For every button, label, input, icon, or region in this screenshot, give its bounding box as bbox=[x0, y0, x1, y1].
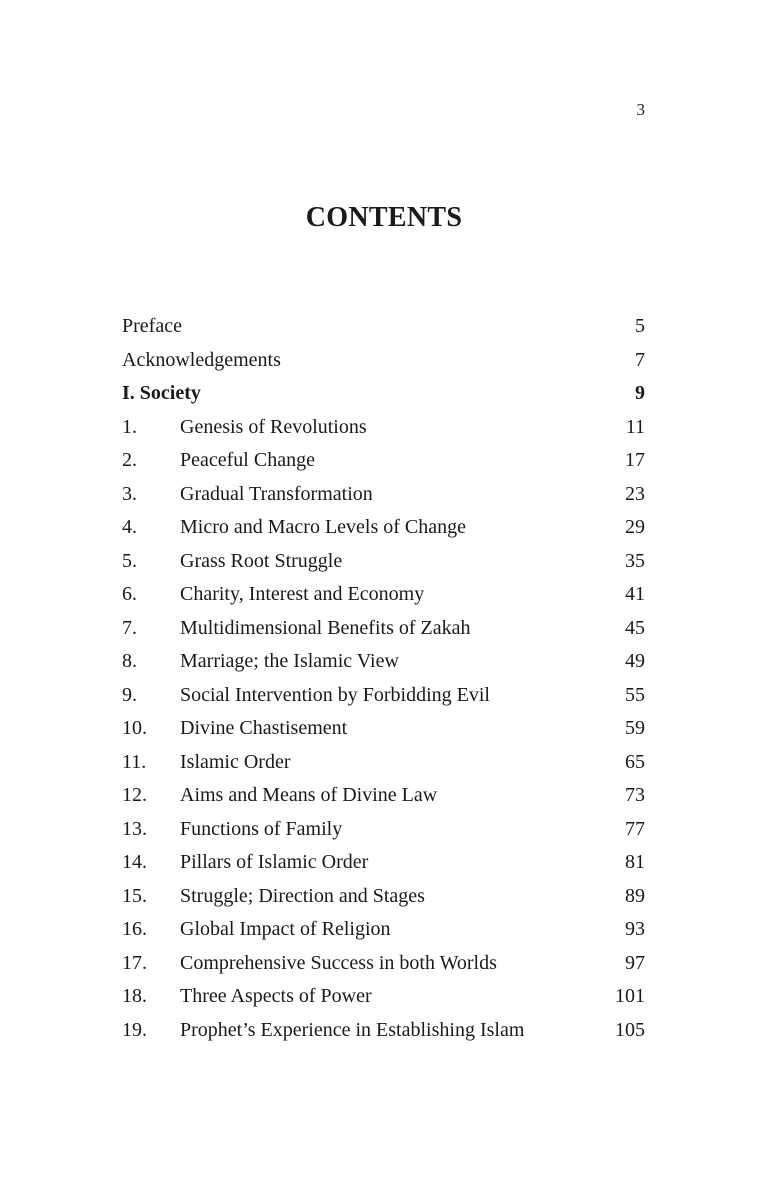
toc-chapter-page: 65 bbox=[625, 750, 645, 773]
toc-chapter-page: 49 bbox=[625, 650, 645, 672]
toc-chapter-number: 18. bbox=[122, 985, 147, 1007]
toc-chapter-page: 23 bbox=[625, 482, 645, 505]
toc-chapter-title: Multidimensional Benefits of Zakah bbox=[180, 616, 471, 639]
toc-part-page: 9 bbox=[635, 382, 645, 404]
toc-chapter-page: 29 bbox=[625, 516, 645, 538]
toc-chapter-number: 4. bbox=[122, 516, 137, 538]
toc-chapter-number: 13. bbox=[122, 817, 147, 840]
toc-chapter-title: Aims and Means of Divine Law bbox=[180, 784, 438, 806]
toc-chapter-title: Pillars of Islamic Order bbox=[180, 851, 369, 873]
toc-chapter-title: Islamic Order bbox=[180, 750, 291, 773]
toc-entry-label: Acknowledgements bbox=[122, 348, 281, 371]
toc-chapter-entry bbox=[122, 712, 645, 746]
toc-chapter-page: 73 bbox=[625, 784, 645, 806]
toc-chapter-page: 93 bbox=[625, 918, 645, 940]
toc-chapter-entry bbox=[122, 511, 645, 545]
toc-chapter-page: 45 bbox=[625, 616, 645, 639]
toc-chapter-number: 11. bbox=[122, 750, 147, 773]
toc-chapter-title: Charity, Interest and Economy bbox=[180, 583, 425, 605]
toc-chapter-title: Divine Chastisement bbox=[180, 717, 348, 739]
toc-chapter-title: Genesis of Revolutions bbox=[180, 415, 367, 438]
toc-entry-acknowledgements bbox=[122, 344, 645, 378]
toc-chapter-title: Grass Root Struggle bbox=[180, 549, 343, 572]
toc-entry-page: 5 bbox=[635, 315, 645, 337]
toc-chapter-entry bbox=[122, 746, 645, 780]
toc-chapter-title: Gradual Transformation bbox=[180, 482, 373, 505]
toc-part-label: I. Society bbox=[122, 382, 201, 404]
toc-chapter-page: 89 bbox=[625, 884, 645, 907]
toc-chapter-entry bbox=[122, 545, 645, 579]
toc-chapter-title: Comprehensive Success in both Worlds bbox=[180, 951, 497, 974]
toc-chapter-entry bbox=[122, 947, 645, 981]
toc-chapter-title: Prophet’s Experience in Establishing Islam bbox=[180, 1018, 525, 1041]
toc-entry-preface bbox=[122, 310, 645, 344]
toc-chapter-entry bbox=[122, 578, 645, 612]
toc-chapter-number: 6. bbox=[122, 583, 137, 605]
toc-chapter-page: 17 bbox=[625, 449, 645, 471]
toc-chapter-entry bbox=[122, 846, 645, 880]
toc-chapter-page: 77 bbox=[625, 817, 645, 840]
toc-chapter-page: 105 bbox=[615, 1018, 645, 1041]
toc-chapter-number: 19. bbox=[122, 1018, 147, 1041]
toc-chapter-entry bbox=[122, 444, 645, 478]
toc-chapter-entry bbox=[122, 880, 645, 914]
toc-chapter-number: 1. bbox=[122, 415, 137, 438]
page-number: 3 bbox=[636, 100, 645, 119]
toc-chapter-entry bbox=[122, 411, 645, 445]
toc-chapter-title: Struggle; Direction and Stages bbox=[180, 884, 425, 907]
toc-entry-page: 7 bbox=[635, 348, 645, 371]
toc-chapter-number: 5. bbox=[122, 549, 137, 572]
toc-chapter-entry bbox=[122, 813, 645, 847]
toc-chapter-number: 12. bbox=[122, 784, 147, 806]
page-title: CONTENTS bbox=[305, 202, 463, 233]
toc-chapter-number: 14. bbox=[122, 851, 147, 873]
toc-chapter-page: 101 bbox=[615, 985, 645, 1007]
toc-part-heading bbox=[122, 377, 645, 411]
chapter-list bbox=[122, 411, 645, 1048]
toc-chapter-page: 59 bbox=[625, 717, 645, 739]
toc-chapter-page: 55 bbox=[625, 683, 645, 706]
toc-chapter-title: Functions of Family bbox=[180, 817, 343, 840]
toc-chapter-entry bbox=[122, 478, 645, 512]
toc-chapter-entry bbox=[122, 645, 645, 679]
toc-chapter-title: Marriage; the Islamic View bbox=[180, 650, 399, 672]
toc-chapter-entry bbox=[122, 612, 645, 646]
toc-chapter-number: 7. bbox=[122, 616, 137, 639]
toc-chapter-entry bbox=[122, 779, 645, 813]
toc-chapter-title: Peaceful Change bbox=[180, 449, 315, 471]
toc-chapter-page: 41 bbox=[625, 583, 645, 605]
toc-chapter-number: 16. bbox=[122, 918, 147, 940]
toc-chapter-number: 9. bbox=[122, 683, 137, 706]
toc-chapter-page: 97 bbox=[625, 951, 645, 974]
toc-chapter-title: Three Aspects of Power bbox=[180, 985, 372, 1007]
toc-chapter-entry bbox=[122, 980, 645, 1014]
toc-chapter-entry bbox=[122, 913, 645, 947]
toc-chapter-page: 11 bbox=[625, 415, 645, 438]
toc-chapter-number: 15. bbox=[122, 884, 147, 907]
toc-chapter-number: 3. bbox=[122, 482, 137, 505]
toc-chapter-title: Social Intervention by Forbidding Evil bbox=[180, 683, 490, 706]
toc-chapter-number: 2. bbox=[122, 449, 137, 471]
toc-chapter-number: 17. bbox=[122, 951, 147, 974]
toc-chapter-title: Global Impact of Religion bbox=[180, 918, 391, 940]
toc-chapter-entry bbox=[122, 679, 645, 713]
toc-chapter-number: 10. bbox=[122, 717, 147, 739]
toc-entry-label: Preface bbox=[122, 315, 182, 337]
toc-chapter-page: 81 bbox=[625, 851, 645, 873]
toc-chapter-number: 8. bbox=[122, 650, 137, 672]
toc-chapter-page: 35 bbox=[625, 549, 645, 572]
toc-chapter-title: Micro and Macro Levels of Change bbox=[180, 516, 467, 538]
table-of-contents bbox=[122, 310, 645, 1047]
toc-chapter-entry bbox=[122, 1014, 645, 1048]
